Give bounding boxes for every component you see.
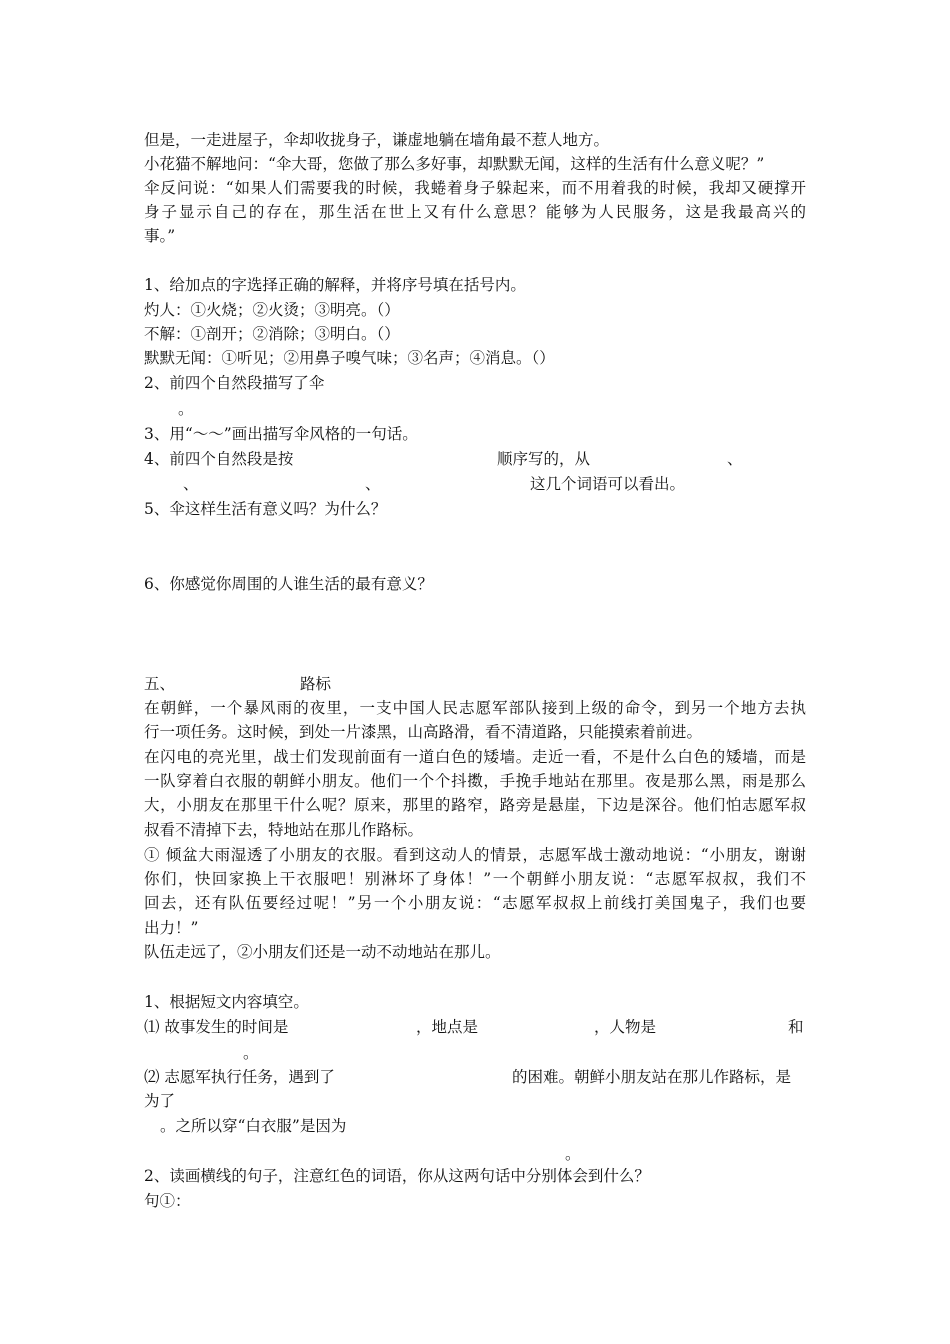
reading-question-1-2-part-a: ⑵ 志愿军执行任务，遇到了	[144, 1068, 335, 1086]
reading-question-1-2-part-d: 。之所以穿“白衣服”是因为	[160, 1117, 347, 1135]
question-5: 5、伞这样生活有意义吗？为什么？	[144, 500, 387, 518]
story1-paragraph-2: 小花猫不解地问：“伞大哥，您做了那么多好事，却默默无闻，这样的生活有什么意义呢？”	[144, 155, 765, 173]
reading-question-1: 1、根据短文内容填空。	[144, 993, 309, 1011]
section5-paragraph-3-line-3: 回去，还有队伍要经过呢！”另一个小朋友说：“志愿军叔叔上前线打美国鬼子，我们也要	[144, 894, 806, 912]
question-1-item-c: 默默无闻：①听见；②用鼻子嗅气味；③名声；④消息。（）	[144, 349, 555, 367]
question-4-part-f: 这几个词语可以看出。	[530, 475, 686, 493]
question-2-end: 。	[178, 400, 194, 418]
question-1-item-b: 不解：①剖开；②消除；③明白。（）	[144, 325, 400, 343]
story1-paragraph-1: 但是，一走进屋子，伞却收拢身子，谦虚地躺在墙角最不惹人地方。	[144, 131, 610, 149]
question-4-part-d: 、	[183, 475, 199, 493]
question-2: 2、前四个自然段描写了伞	[144, 374, 325, 392]
section5-paragraph-4: 队伍走远了，②小朋友们还是一动不动地站在那儿。	[144, 943, 501, 961]
reading-question-1-1-part-e: 。	[243, 1044, 259, 1062]
reading-question-1-2-part-e: 。	[565, 1145, 581, 1163]
question-4-part-e: 、	[365, 475, 381, 493]
question-6: 6、你感觉你周围的人谁生活的最有意义？	[144, 575, 433, 593]
reading-question-1-2-part-b: 的困难。朝鲜小朋友站在那儿作路标，是	[512, 1068, 792, 1086]
story1-paragraph-3-line-2: 身子显示自己的存在，那生活在世上又有什么意思？能够为人民服务，这是我最高兴的	[144, 203, 806, 221]
story1-paragraph-3-line-3: 事。”	[144, 227, 176, 245]
section5-paragraph-3-line-2: 你们，快回家换上干衣服吧！别淋坏了身体！”一个朝鲜小朋友说：“志愿军叔叔，我们不	[144, 870, 806, 888]
section5-paragraph-1-line-1: 在朝鲜，一个暴风雨的夜里，一支中国人民志愿军部队接到上级的命令，到另一个地方去执	[144, 699, 806, 717]
question-1: 1、给加点的字选择正确的解释，并将序号填在括号内。	[144, 276, 526, 294]
reading-question-1-1-part-b: ，地点是	[416, 1018, 479, 1036]
reading-question-1-1-part-c: ，人物是	[594, 1018, 657, 1036]
question-3: 3、用“～～”画出描写伞风格的一句话。	[144, 425, 418, 443]
reading-question-2-item-a: 句①：	[144, 1192, 191, 1210]
section5-paragraph-2-line-4: 叔看不清掉下去，特地站在那儿作路标。	[144, 821, 424, 839]
section5-paragraph-1-line-2: 行一项任务。这时候，到处一片漆黑，山高路滑，看不清道路，只能摸索着前进。	[144, 723, 703, 741]
reading-question-1-2-part-c: 为了	[144, 1092, 176, 1110]
question-4-part-c: 、	[727, 450, 743, 468]
question-4-part-a: 4、前四个自然段是按	[144, 450, 294, 468]
reading-question-2: 2、读画横线的句子，注意红色的词语，你从这两句话中分别体会到什么？	[144, 1167, 650, 1185]
section5-paragraph-2-line-3: 大，小朋友在那里干什么呢？原来，那里的路窄，路旁是悬崖，下边是深谷。他们怕志愿军叔	[144, 796, 806, 814]
story1-paragraph-3-line-1: 伞反问说：“如果人们需要我的时候，我蜷着身子躲起来，而不用着我的时候，我却又硬撑开	[144, 179, 806, 197]
section-number: 五、	[144, 675, 176, 693]
section5-paragraph-3-line-1: ① 倾盆大雨湿透了小朋友的衣服。看到这动人的情景，志愿军战士激动地说：“小朋友，谢谢	[144, 846, 806, 864]
question-4-part-b: 顺序写的，从	[497, 450, 591, 468]
question-1-item-a: 灼人：①火烧；②火烫；③明亮。（）	[144, 301, 400, 319]
reading-question-1-1-part-d: 和	[788, 1018, 804, 1036]
reading-question-1-1-part-a: ⑴ 故事发生的时间是	[144, 1018, 289, 1036]
section5-paragraph-2-line-1: 在闪电的亮光里，战士们发现前面有一道白色的矮墙。走近一看，不是什么白色的矮墙，而是	[144, 748, 806, 766]
section-title: 路标	[300, 675, 332, 693]
section5-paragraph-2-line-2: 一队穿着白衣服的朝鲜小朋友。他们一个个抖擞，手挽手地站在那里。夜是那么黑，雨是那么	[144, 772, 806, 790]
section5-paragraph-3-line-4: 出力！”	[144, 919, 199, 937]
